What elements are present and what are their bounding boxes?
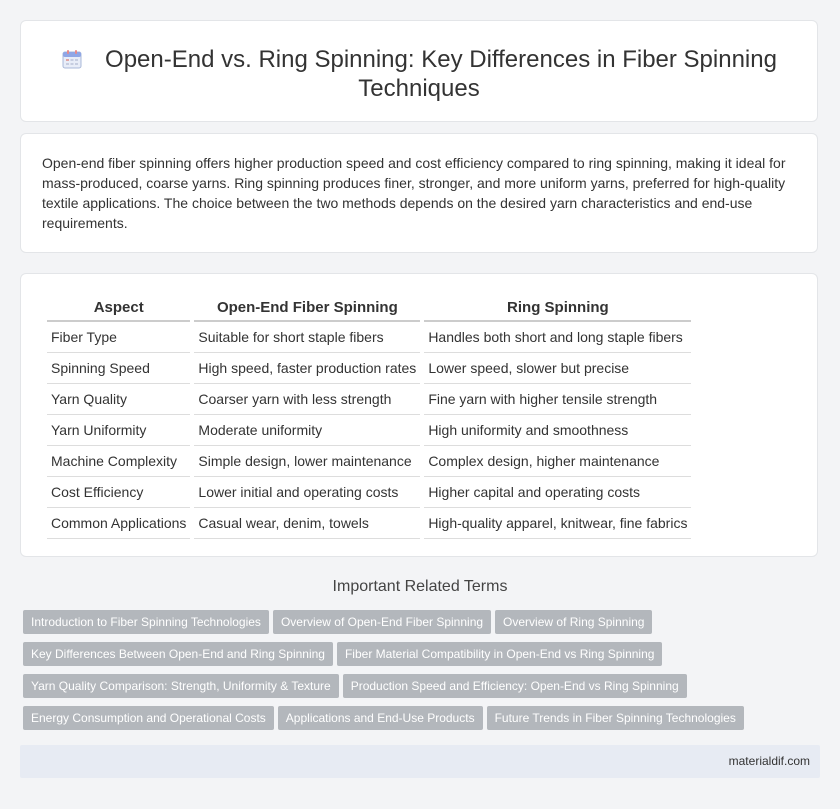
related-term-tag[interactable]: Overview of Open-End Fiber Spinning bbox=[273, 610, 491, 634]
table-row bbox=[47, 322, 691, 353]
table-cell: Coarser yarn with less strength bbox=[194, 384, 420, 415]
table-cell: Lower initial and operating costs bbox=[194, 477, 420, 508]
table-cell: High-quality apparel, knitwear, fine fabrics bbox=[424, 508, 691, 539]
header-ring: Ring Spinning bbox=[424, 295, 691, 322]
tag-row bbox=[23, 610, 823, 642]
table-cell: Handles both short and long staple fibers bbox=[424, 322, 691, 353]
table-cell: Yarn Uniformity bbox=[47, 415, 190, 446]
summary-text: Open-end fiber spinning offers higher production speed and cost efficiency compared to ring spinning, making it ideal for mass-produced, coarse yarns. Ring spinning produces finer, stronger, and more uniform yarns, preferred for high-quality textile applications. The choice between the two methods depends on the desired yarn characteristics and end-use requirements. bbox=[42, 155, 786, 231]
comparison-table bbox=[43, 295, 695, 539]
related-terms-heading: Important Related Terms bbox=[332, 578, 508, 595]
table-cell: Moderate uniformity bbox=[194, 415, 420, 446]
tag-row bbox=[23, 674, 823, 706]
title-card bbox=[20, 20, 818, 122]
table-cell: Lower speed, slower but precise bbox=[424, 353, 691, 384]
footer bbox=[20, 745, 820, 778]
tag-row bbox=[23, 706, 823, 738]
table-row bbox=[47, 353, 691, 384]
table-cell: Machine Complexity bbox=[47, 446, 190, 477]
table-cell: Yarn Quality bbox=[47, 384, 190, 415]
related-term-tag[interactable]: Future Trends in Fiber Spinning Technologies bbox=[487, 706, 744, 730]
table-row bbox=[47, 446, 691, 477]
table-cell: Complex design, higher maintenance bbox=[424, 446, 691, 477]
related-term-tag[interactable]: Introduction to Fiber Spinning Technologies bbox=[23, 610, 269, 634]
header-aspect: Aspect bbox=[47, 295, 190, 322]
table-cell: Casual wear, denim, towels bbox=[194, 508, 420, 539]
table-cell: Simple design, lower maintenance bbox=[194, 446, 420, 477]
table-cell: Common Applications bbox=[47, 508, 190, 539]
summary-card bbox=[20, 133, 818, 253]
footer-site-link[interactable]: materialdif.com bbox=[728, 754, 810, 768]
related-term-tag[interactable]: Overview of Ring Spinning bbox=[495, 610, 652, 634]
related-term-tag[interactable]: Production Speed and Efficiency: Open-End vs Ring Spinning bbox=[343, 674, 687, 698]
comparison-card bbox=[20, 273, 818, 557]
tag-row bbox=[23, 642, 823, 674]
related-term-tag[interactable]: Key Differences Between Open-End and Ring Spinning bbox=[23, 642, 333, 666]
table-row bbox=[47, 477, 691, 508]
table-cell: Cost Efficiency bbox=[47, 477, 190, 508]
header-open-end: Open-End Fiber Spinning bbox=[194, 295, 420, 322]
table-cell: High speed, faster production rates bbox=[194, 353, 420, 384]
table-cell: Suitable for short staple fibers bbox=[194, 322, 420, 353]
related-terms-list bbox=[23, 610, 823, 738]
table-cell: Fiber Type bbox=[47, 322, 190, 353]
table-cell: Fine yarn with higher tensile strength bbox=[424, 384, 691, 415]
table-row bbox=[47, 384, 691, 415]
table-cell: Spinning Speed bbox=[47, 353, 190, 384]
related-term-tag[interactable]: Yarn Quality Comparison: Strength, Uniformity & Texture bbox=[23, 674, 339, 698]
calendar-icon bbox=[61, 48, 83, 70]
table-cell: High uniformity and smoothness bbox=[424, 415, 691, 446]
related-term-tag[interactable]: Energy Consumption and Operational Costs bbox=[23, 706, 274, 730]
page-title-text: Open-End vs. Ring Spinning: Key Differences in Fiber Spinning Techniques bbox=[105, 46, 777, 102]
table-row bbox=[47, 508, 691, 539]
page-title bbox=[21, 45, 817, 103]
table-cell: Higher capital and operating costs bbox=[424, 477, 691, 508]
table-row bbox=[47, 415, 691, 446]
table-header-row bbox=[47, 295, 691, 322]
related-term-tag[interactable]: Fiber Material Compatibility in Open-End vs Ring Spinning bbox=[337, 642, 662, 666]
related-term-tag[interactable]: Applications and End-Use Products bbox=[278, 706, 483, 730]
